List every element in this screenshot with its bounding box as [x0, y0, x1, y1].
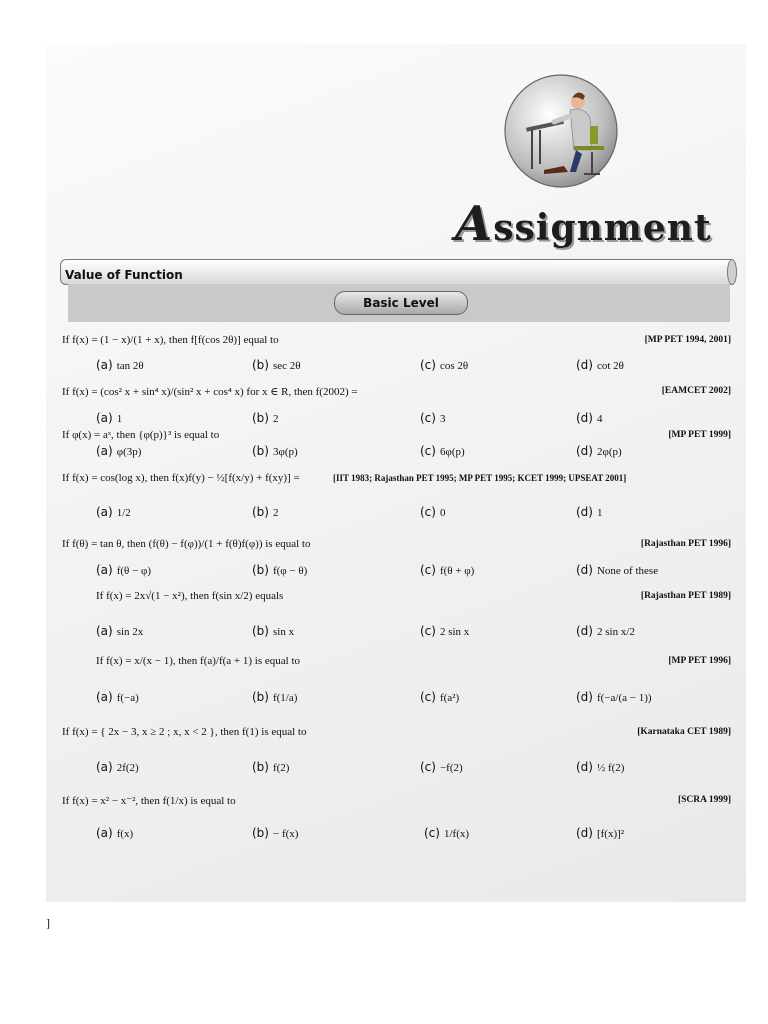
option-c: (c) 1/f(x): [424, 826, 470, 840]
option-d: (d) ½ f(2): [576, 760, 625, 774]
option-b: (b) f(2): [252, 760, 290, 774]
section-title: Value of Function: [65, 268, 183, 282]
level-badge: Basic Level: [334, 291, 468, 315]
question-source: [Rajasthan PET 1989]: [640, 591, 731, 601]
option-a: (a) f(θ − φ): [96, 563, 152, 577]
option-c: (c) cos 2θ: [420, 358, 469, 372]
question-source: [Karnataka CET 1989]: [637, 727, 731, 737]
option-a: (a) 1/2: [96, 505, 131, 519]
option-d: (d) 2 sin x/2: [576, 624, 635, 638]
option-c: (c) f(θ + φ): [420, 563, 475, 577]
option-b: (b) − f(x): [252, 826, 299, 840]
option-c: (c) 2 sin x: [420, 624, 470, 638]
question-text: If φ(x) = aˣ, then {φ(p)}³ is equal to: [62, 429, 220, 441]
question-text: If f(x) = { 2x − 3, x ≥ 2 ; x, x < 2 }, then f(1) is equal to: [62, 726, 307, 738]
question-source: [Rajasthan PET 1996]: [640, 539, 731, 549]
option-a: (a) 2f(2): [96, 760, 139, 774]
option-b: (b) sin x: [252, 624, 295, 638]
question-text: If f(x) = cos(log x), then f(x)f(y) − ½[f(x/y) + f(xy)] =: [62, 472, 300, 484]
question-source: [SCRA 1999]: [677, 795, 731, 805]
option-d: (d) 2φ(p): [576, 444, 622, 458]
question-text: If f(x) = (1 − x)/(1 + x), then f[f(cos 2θ)] equal to: [62, 334, 279, 346]
question-source: [MP PET 1994, 2001]: [644, 335, 731, 345]
option-b: (b) 2: [252, 505, 279, 519]
option-a: (a) f(−a): [96, 690, 139, 704]
question-text: If f(θ) = tan θ, then (f(θ) − f(φ))/(1 + f(θ)f(φ)) is equal to: [62, 538, 311, 550]
option-b: (b) 2: [252, 411, 279, 425]
option-a: (a) φ(3p): [96, 444, 142, 458]
option-c: (c) f(a²): [420, 690, 460, 704]
option-a: (a) tan 2θ: [96, 358, 144, 372]
option-b: (b) 3φ(p): [252, 444, 298, 458]
option-a: (a) sin 2x: [96, 624, 144, 638]
option-d: (d) f(−a/(a − 1)): [576, 690, 652, 704]
section-bar-cap: [727, 259, 737, 285]
option-c: (c) 6φ(p): [420, 444, 465, 458]
option-c: (c) −f(2): [420, 760, 463, 774]
question-source: [MP PET 1996]: [668, 656, 731, 666]
question-text: If f(x) = x² − x⁻², then f(1/x) is equal to: [62, 795, 236, 807]
option-d: (d) cot 2θ: [576, 358, 624, 372]
option-b: (b) f(φ − θ): [252, 563, 308, 577]
question-text: If f(x) = x/(x − 1), then f(a)/f(a + 1) is equal to: [96, 655, 301, 667]
question-text: If f(x) = (cos² x + sin⁴ x)/(sin² x + cos⁴ x) for x ∈ R, then f(2002) =: [62, 386, 358, 398]
option-d: (d) 1: [576, 505, 603, 519]
option-c: (c) 3: [420, 411, 446, 425]
option-d: (d) [f(x)]²: [576, 826, 625, 840]
question-text: If f(x) = 2x√(1 − x²), then f(sin x/2) equals: [96, 590, 284, 602]
option-b: (b) f(1/a): [252, 690, 298, 704]
option-d: (d) None of these: [576, 563, 659, 577]
question-source: [MP PET 1999]: [668, 430, 731, 440]
question-source: [EAMCET 2002]: [661, 386, 731, 396]
option-a: (a) 1: [96, 411, 123, 425]
student-writing-illustration: [504, 74, 618, 188]
option-a: (a) f(x): [96, 826, 134, 840]
option-b: (b) sec 2θ: [252, 358, 301, 372]
option-c: (c) 0: [420, 505, 446, 519]
stray-bracket: ]: [46, 916, 50, 930]
assignment-heading: Assignment: [455, 196, 712, 252]
question-source: [IIT 1983; Rajasthan PET 1995; MP PET 1995; KCET 1999; UPSEAT 2001]: [333, 473, 627, 483]
option-d: (d) 4: [576, 411, 603, 425]
